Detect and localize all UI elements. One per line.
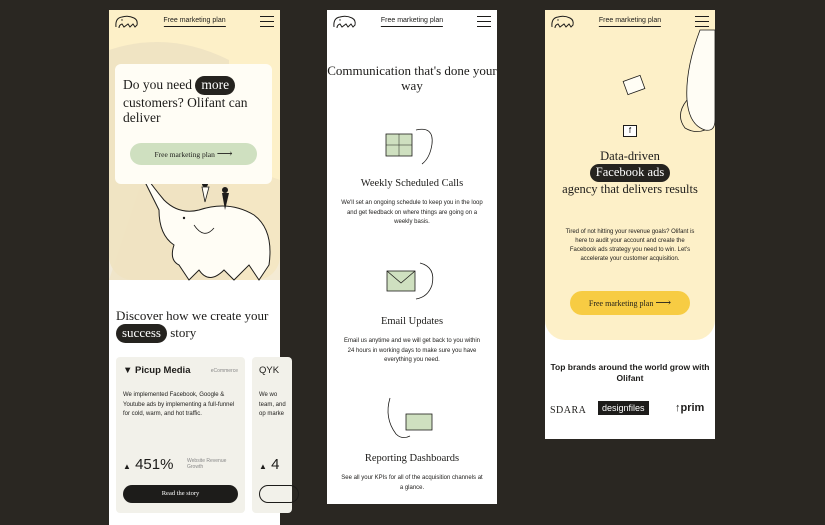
screen-communication <box>327 10 497 504</box>
menu-icon[interactable] <box>695 16 709 28</box>
case-description: We wo team, and op marke <box>259 392 286 417</box>
email-illustration <box>382 257 442 307</box>
top-nav <box>327 10 497 36</box>
dashboard-illustration <box>382 394 442 444</box>
brands-heading: Top brands around the world grow with Olifant <box>550 362 710 383</box>
read-story-button[interactable]: Read the story <box>123 485 238 503</box>
designfiles-logo: designfiles <box>598 401 649 415</box>
olifant-logo[interactable] <box>114 14 140 30</box>
triangle-up-icon: ▲ <box>259 462 267 471</box>
picup-logo-icon: ▼ <box>123 365 133 376</box>
elephant-riders-illustration <box>139 170 280 285</box>
feature-description: Email us anytime and we will get back to you within 24 hours in working days to make sure you have everything you need. <box>343 338 481 363</box>
olifant-logo[interactable] <box>550 14 576 30</box>
case-study-card-2 <box>252 357 292 513</box>
menu-icon[interactable] <box>477 16 491 28</box>
discover-heading: Discover how we create your success story <box>116 308 276 343</box>
feature-title: Reporting Dashboards <box>364 453 460 464</box>
free-marketing-plan-link[interactable]: Free marketing plan <box>381 17 443 27</box>
brand-logo: ▼ Picup Media <box>123 365 191 376</box>
olifant-logo[interactable] <box>332 14 358 30</box>
brand-logo: QYK <box>259 365 280 376</box>
elephant-trunk-illustration <box>605 30 715 140</box>
arrow-right-icon: ⟶ <box>655 297 672 309</box>
free-marketing-plan-button[interactable]: Free marketing plan ⟶ <box>130 143 257 165</box>
screen-home <box>109 10 286 525</box>
highlight-pill: Facebook ads <box>590 164 670 182</box>
feature-title: Email Updates <box>380 316 444 327</box>
free-marketing-plan-button[interactable]: Free marketing plan ⟶ <box>570 291 690 315</box>
prim-mark-icon: ↑ <box>675 402 681 414</box>
category-tag: eCommerce <box>210 368 238 374</box>
metric-label: Website Revenue Growth <box>187 458 227 470</box>
read-story-button[interactable] <box>259 485 299 503</box>
metric-value: ▲ 4 <box>259 456 280 473</box>
facebook-icon: f <box>623 125 637 137</box>
highlight-pill: more <box>195 76 235 95</box>
section-heading: Communication that's done your way <box>327 63 497 93</box>
hero-description: Tired of not hitting your revenue goals? Olifant is here to audit your account and create the Facebook ads strategy you need to win. Let's accelerate your customer acquisition. <box>565 229 695 262</box>
feature-description: We'll set an ongoing schedule to keep you in the loop and get feedback on where things are going on a weekly basis. <box>341 200 483 225</box>
menu-icon[interactable] <box>260 16 274 28</box>
free-marketing-plan-link[interactable]: Free marketing plan <box>163 17 225 27</box>
calendar-illustration <box>382 120 442 170</box>
feature-description: See all your KPIs for all of the acquisition channels at a glance. <box>341 475 483 491</box>
arrow-right-icon: ⟶ <box>216 148 233 160</box>
feature-title: Weekly Scheduled Calls <box>360 178 464 189</box>
case-study-card <box>116 357 245 513</box>
triangle-up-icon: ▲ <box>123 462 131 471</box>
hero-title: Data-driven Facebook ads agency that delivers results <box>562 149 698 196</box>
metric-value: ▲ 451% <box>123 456 174 473</box>
top-nav <box>545 10 715 36</box>
prim-logo: ↑prim <box>675 402 705 414</box>
top-nav <box>109 10 280 36</box>
case-description: We implemented Facebook, Google & Youtube ads by implementing a full-funnel for cold, warm, and hot traffic. <box>123 392 235 417</box>
sdara-logo: SDARA <box>550 405 587 416</box>
hero-title: Do you need more customers? Olifant can deliver <box>123 77 248 125</box>
highlight-pill: success <box>116 324 167 343</box>
free-marketing-plan-link[interactable]: Free marketing plan <box>599 17 661 27</box>
screen-facebook-ads <box>545 10 715 439</box>
